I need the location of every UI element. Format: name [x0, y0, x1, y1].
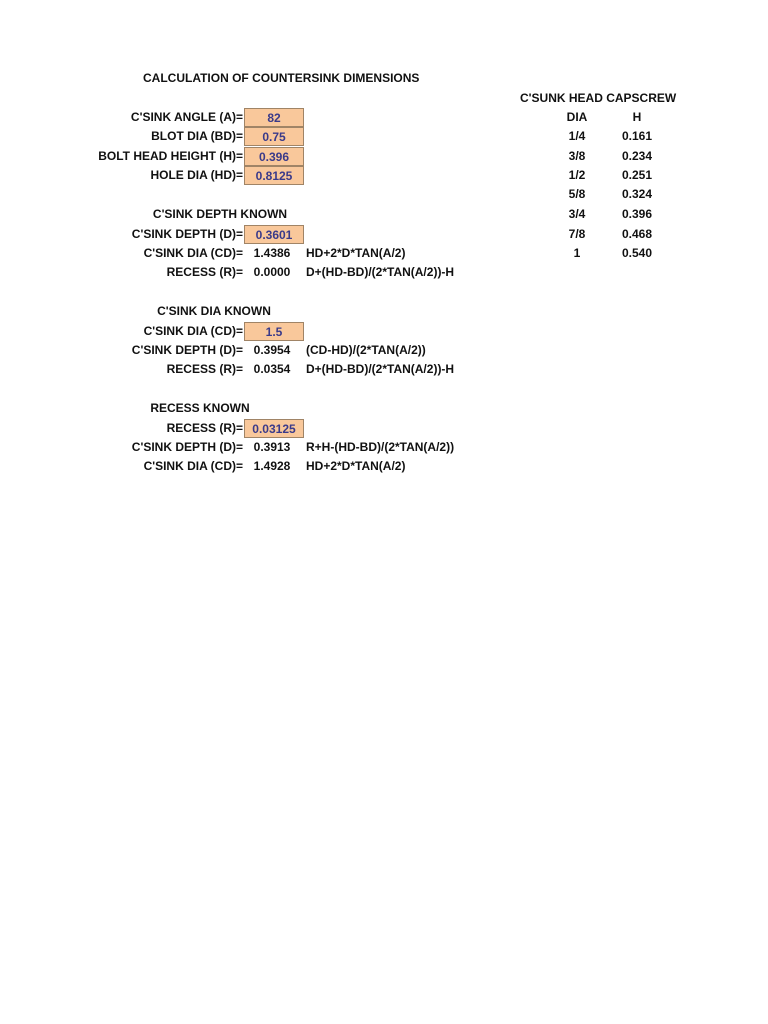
depth-known-dia-formula: HD+2*D*TAN(A/2): [306, 246, 406, 260]
table-row-dia: 3/4: [568, 207, 586, 221]
dia-known-recess-label: RECESS (R)=: [166, 362, 243, 376]
recess-known-depth-value: 0.3913: [253, 440, 291, 454]
table-row-dia: 7/8: [568, 227, 586, 241]
recess-known-dia-value: 1.4928: [253, 459, 291, 473]
table-row-dia: 5/8: [568, 187, 586, 201]
recess-known-depth-label: C'SINK DEPTH (D)=: [131, 440, 243, 454]
dia-known-depth-label: C'SINK DEPTH (D)=: [131, 343, 243, 357]
recess-known-heading: RECESS KNOWN: [150, 401, 250, 415]
table-row-dia: 1/2: [568, 168, 586, 182]
depth-known-recess-formula: D+(HD-BD)/(2*TAN(A/2))-H: [306, 265, 455, 279]
bolt-dia-label: BLOT DIA (BD)=: [151, 129, 243, 143]
dia-known-recess-value: 0.0354: [253, 362, 291, 376]
page-title: CALCULATION OF COUNTERSINK DIMENSIONS: [143, 71, 420, 85]
depth-known-recess-label: RECESS (R)=: [166, 265, 243, 279]
capscrew-header-dia: DIA: [566, 110, 588, 124]
recess-known-dia-formula: HD+2*D*TAN(A/2): [306, 459, 406, 473]
depth-known-dia-label: C'SINK DIA (CD)=: [143, 246, 243, 260]
hole-dia-input[interactable]: 0.8125: [244, 166, 304, 185]
dia-known-heading: C'SINK DIA KNOWN: [157, 304, 271, 318]
table-row-h: 0.540: [621, 246, 653, 260]
dia-known-recess-formula: D+(HD-BD)/(2*TAN(A/2))-H: [306, 362, 455, 376]
table-row-dia: 1/4: [568, 129, 586, 143]
bolt-head-height-input[interactable]: 0.396: [244, 147, 304, 166]
bolt-head-height-label: BOLT HEAD HEIGHT (H)=: [98, 149, 243, 163]
bolt-dia-input[interactable]: 0.75: [244, 127, 304, 146]
depth-known-depth-input[interactable]: 0.3601: [244, 225, 304, 244]
recess-known-recess-label: RECESS (R)=: [166, 421, 243, 435]
table-row-h: 0.396: [621, 207, 653, 221]
depth-known-dia-value: 1.4386: [253, 246, 291, 260]
dia-known-depth-formula: (CD-HD)/(2*TAN(A/2)): [306, 343, 426, 357]
recess-known-depth-formula: R+H-(HD-BD)/(2*TAN(A/2)): [306, 440, 455, 454]
table-row-h: 0.251: [621, 168, 653, 182]
depth-known-recess-value: 0.0000: [253, 265, 291, 279]
recess-known-dia-label: C'SINK DIA (CD)=: [143, 459, 243, 473]
recess-known-recess-input[interactable]: 0.03125: [244, 419, 304, 438]
capscrew-header-h: H: [632, 110, 642, 124]
table-row-h: 0.468: [621, 227, 653, 241]
table-row-dia: 1: [573, 246, 581, 260]
angle-label: C'SINK ANGLE (A)=: [130, 110, 243, 124]
table-row-h: 0.324: [621, 187, 653, 201]
dia-known-dia-label: C'SINK DIA (CD)=: [143, 324, 243, 338]
depth-known-heading: C'SINK DEPTH KNOWN: [152, 207, 288, 221]
dia-known-dia-input[interactable]: 1.5: [244, 322, 304, 341]
depth-known-depth-label: C'SINK DEPTH (D)=: [131, 227, 243, 241]
capscrew-table-title: C'SUNK HEAD CAPSCREW: [520, 91, 677, 105]
table-row-dia: 3/8: [568, 149, 586, 163]
angle-input[interactable]: 82: [244, 108, 304, 127]
hole-dia-label: HOLE DIA (HD)=: [150, 168, 243, 182]
dia-known-depth-value: 0.3954: [253, 343, 291, 357]
table-row-h: 0.161: [621, 129, 653, 143]
table-row-h: 0.234: [621, 149, 653, 163]
